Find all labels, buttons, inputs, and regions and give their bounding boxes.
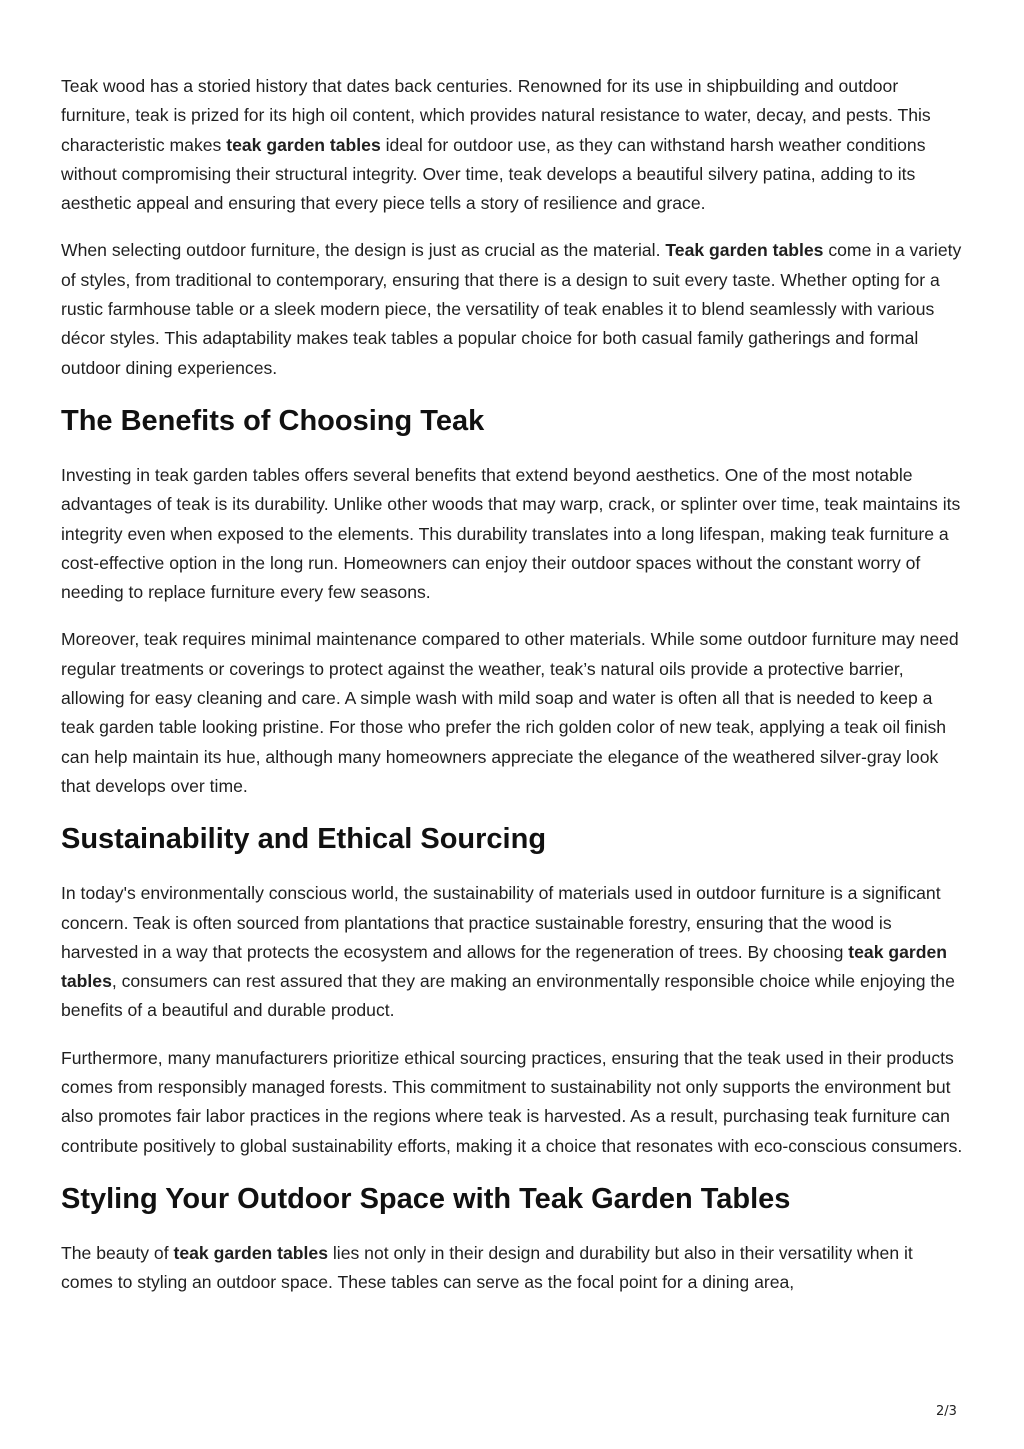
paragraph-maintenance xyxy=(61,625,967,801)
section-heading-benefits: The Benefits of Choosing Teak xyxy=(61,404,485,437)
page-number: 2/3 xyxy=(936,1404,957,1419)
bold-text-run: teak garden tables xyxy=(61,941,948,992)
section-heading-sustainability: Sustainability and Ethical Sourcing xyxy=(61,823,547,856)
text-run: come in a variety of styles, from traditional to contemporary, ensuring that there is a design to suit every taste. Whether opting for a rustic farmhouse table or a sleek modern piece, the versatility of teak enables it to blend seamlessly with various décor styles. This adaptability makes teak tables a popular choice for both casual family gatherings and formal outdoor dining experiences. xyxy=(61,240,962,378)
paragraph-ethical-sourcing xyxy=(61,1044,967,1161)
paragraph-design-styles xyxy=(61,236,967,382)
text-run: When selecting outdoor furniture, the design is just as crucial as the material. xyxy=(61,240,666,261)
bold-text-run: teak garden tables xyxy=(226,134,381,155)
paragraph-sustainability xyxy=(61,879,967,1025)
paragraph-durability xyxy=(61,461,967,607)
text-run: Teak wood has a storied history that dates back centuries. Renowned for its use in shipbuilding and outdoor furniture, teak is prized for its high oil content, which provides natural resistance to water, decay, and pests. This characteristic makes xyxy=(61,76,931,155)
text-run: Furthermore, many manufacturers prioritize ethical sourcing practices, ensuring that the teak used in their products comes from responsibly managed forests. This commitment to sustainability not only supports the environment but also promotes fair labor practices in the regions where teak is harvested. As a result, purchasing teak furniture can contribute positively to global sustainability efforts, making it a choice that resonates with eco-conscious consumers. xyxy=(61,1047,963,1156)
bold-text-run: teak garden tables xyxy=(173,1242,328,1263)
text-run: Moreover, teak requires minimal maintenance compared to other materials. While some outdoor furniture may need regular treatments or coverings to protect against the weather, teak’s natural oils provide a protective barrier, allowing for easy cleaning and care. A simple wash with mild soap and water is often all that is needed to keep a teak garden table looking pristine. For those who prefer the rich golden color of new teak, applying a teak oil finish can help maintain its hue, although many homeowners appreciate the elegance of the weathered silver-gray look that develops over time. xyxy=(61,629,959,796)
text-run: lies not only in their design and durability but also in their versatility when it comes to styling an outdoor space. These tables can serve as the focal point for a dining area, xyxy=(61,1242,913,1293)
text-run: In today's environmentally conscious world, the sustainability of materials used in outdoor furniture is a significant concern. Teak is often sourced from plantations that practice sustainable forestry, ensuring that the wood is harvested in a way that protects the ecosystem and allows for the regeneration of trees. By choosing xyxy=(61,883,941,962)
text-run: The beauty of xyxy=(61,1242,174,1263)
bold-text-run: Teak garden tables xyxy=(665,240,824,261)
text-run: , consumers can rest assured that they are making an environmentally responsible choice while enjoying the benefits of a beautiful and durable product. xyxy=(61,971,955,1021)
text-run: ideal for outdoor use, as they can withstand harsh weather conditions without compromising their structural integrity. Over time, teak develops a beautiful silvery patina, adding to its aesthetic appeal and ensuring that every piece tells a story of resilience and grace. xyxy=(61,134,926,214)
paragraph-styling xyxy=(61,1239,967,1298)
paragraph-teak-history xyxy=(61,72,967,218)
document-body xyxy=(61,72,967,1316)
section-heading-styling: Styling Your Outdoor Space with Teak Garden Tables xyxy=(61,1182,791,1215)
text-run: Investing in teak garden tables offers several benefits that extend beyond aesthetics. One of the most notable advantages of teak is its durability. Unlike other woods that may warp, crack, or splinter over time, teak maintains its integrity even when exposed to the elements. This durability translates into a long lifespan, making teak furniture a cost-effective option in the long run. Homeowners can enjoy their outdoor spaces without the constant worry of needing to replace furniture every few seasons. xyxy=(61,464,961,603)
